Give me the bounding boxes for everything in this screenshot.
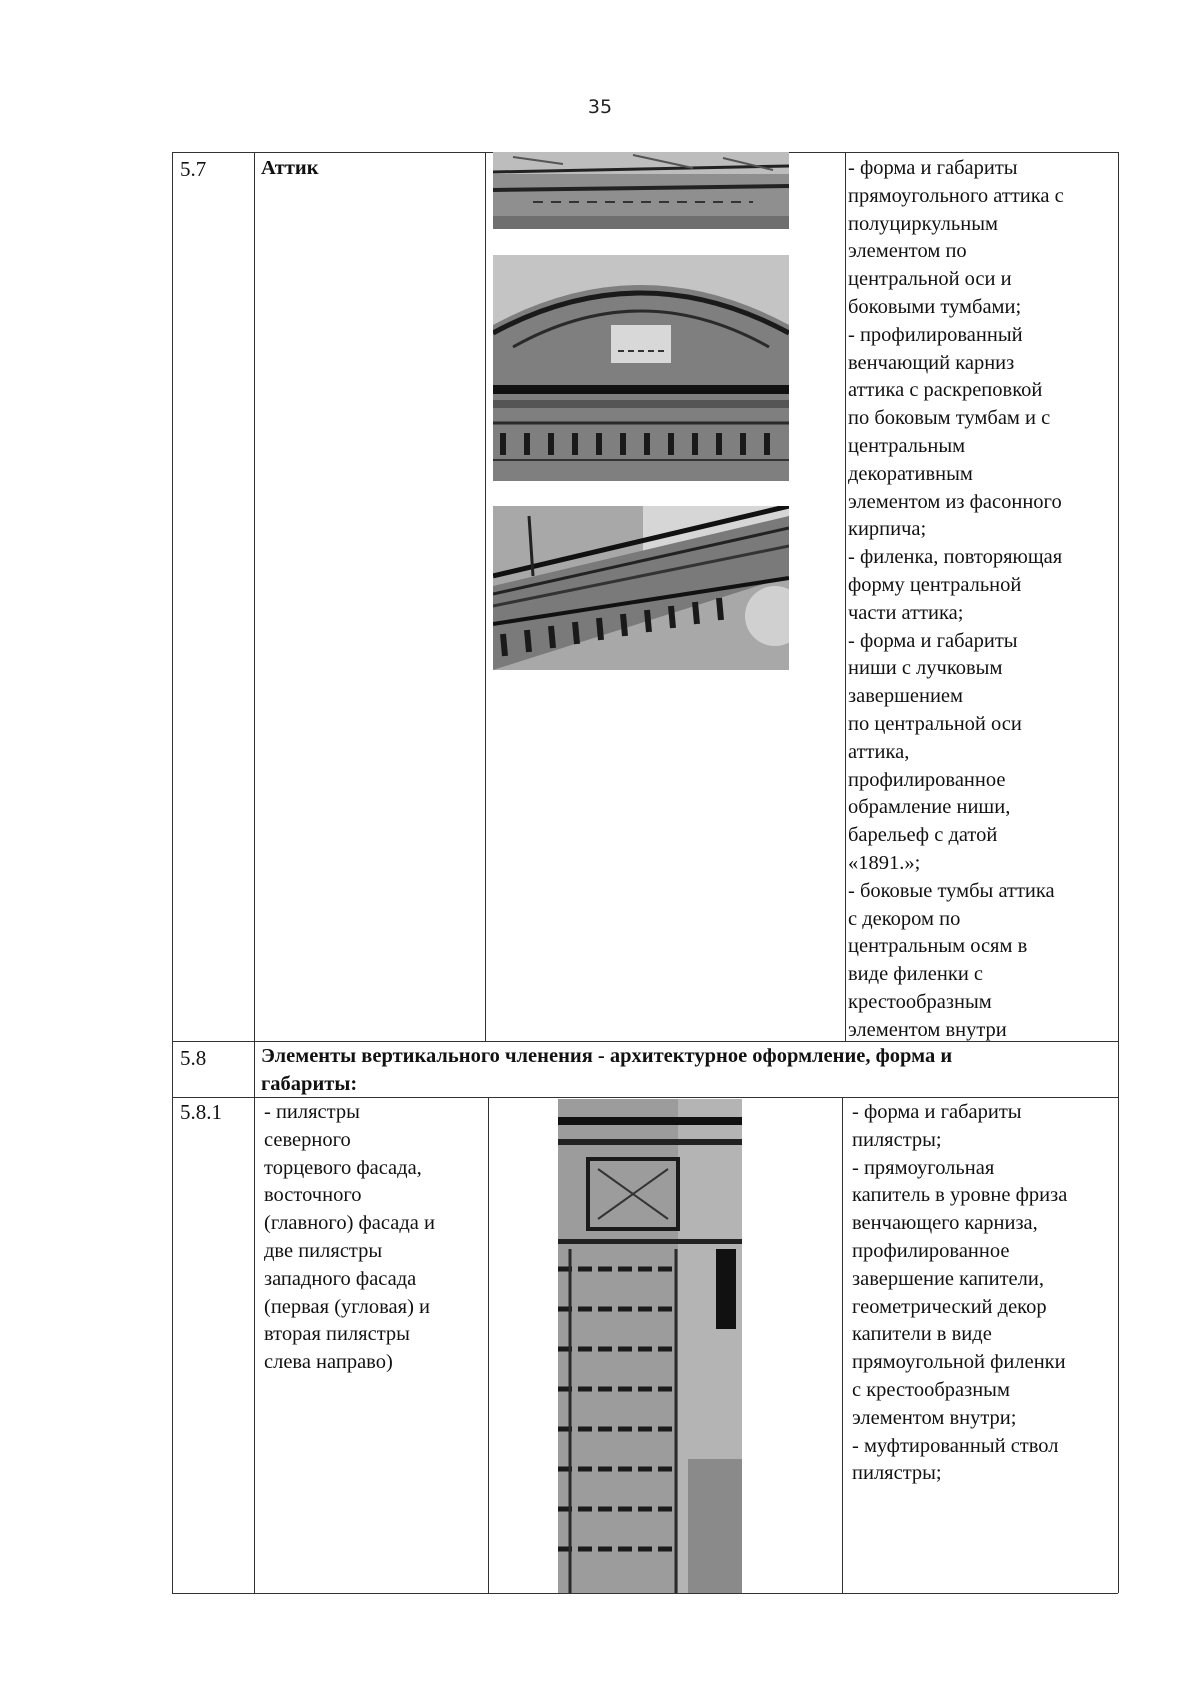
row-number: 5.8	[180, 1046, 207, 1070]
section-heading: Элементы вертикального членения - архитектурное оформление, форма и габариты:	[261, 1045, 953, 1095]
column-separator	[254, 152, 255, 1593]
row-number: 5.8.1	[180, 1100, 222, 1124]
element-name: Аттик	[261, 157, 319, 179]
pilaster-photo	[558, 1099, 742, 1593]
attic-photo-3	[493, 506, 789, 670]
element-name: - пилястры северного торцевого фасада, восточного (главного) фасада и две пилястры западного фасада (первая (угловая) и вторая пилястры слева направо)	[264, 1101, 435, 1374]
column-separator	[842, 1097, 843, 1593]
page-number: 35	[587, 96, 613, 118]
table-left-border	[172, 152, 173, 1593]
table-bottom-border	[172, 1593, 1118, 1594]
column-separator	[488, 1097, 489, 1593]
row-number: 5.7	[180, 157, 207, 181]
attic-photo-1	[493, 152, 789, 229]
element-description: - форма и габариты прямоугольного аттика с полуциркульным элементом по центральной оси и боковыми тумбами; - профилированный венчающий карниз аттика с раскреповкой по боковым тумбам и с центральным декоративным элементом из фасонного кирпича; - филенка, повторяющая форму центральной части аттика; - форма и габариты ниши с лучковым завершением по центральной оси аттика, профилированное обрамление ниши, барельеф с датой «1891.»; - боковые тумбы аттика с декором по центральным осям в виде филенки с крестообразным элементом внутри	[848, 157, 1064, 1041]
column-separator	[485, 152, 486, 1041]
table-right-border	[1118, 152, 1119, 1593]
element-description: - форма и габариты пилястры; - прямоугольная капитель в уровне фриза венчающего карниза, профилированное завершение капители, геометрический декор капители в виде прямоугольной филенки с крестообразным элементом внутри; - муфтированный ствол пилястры;	[852, 1101, 1068, 1485]
attic-photo-2	[493, 255, 789, 481]
column-separator	[845, 152, 846, 1041]
